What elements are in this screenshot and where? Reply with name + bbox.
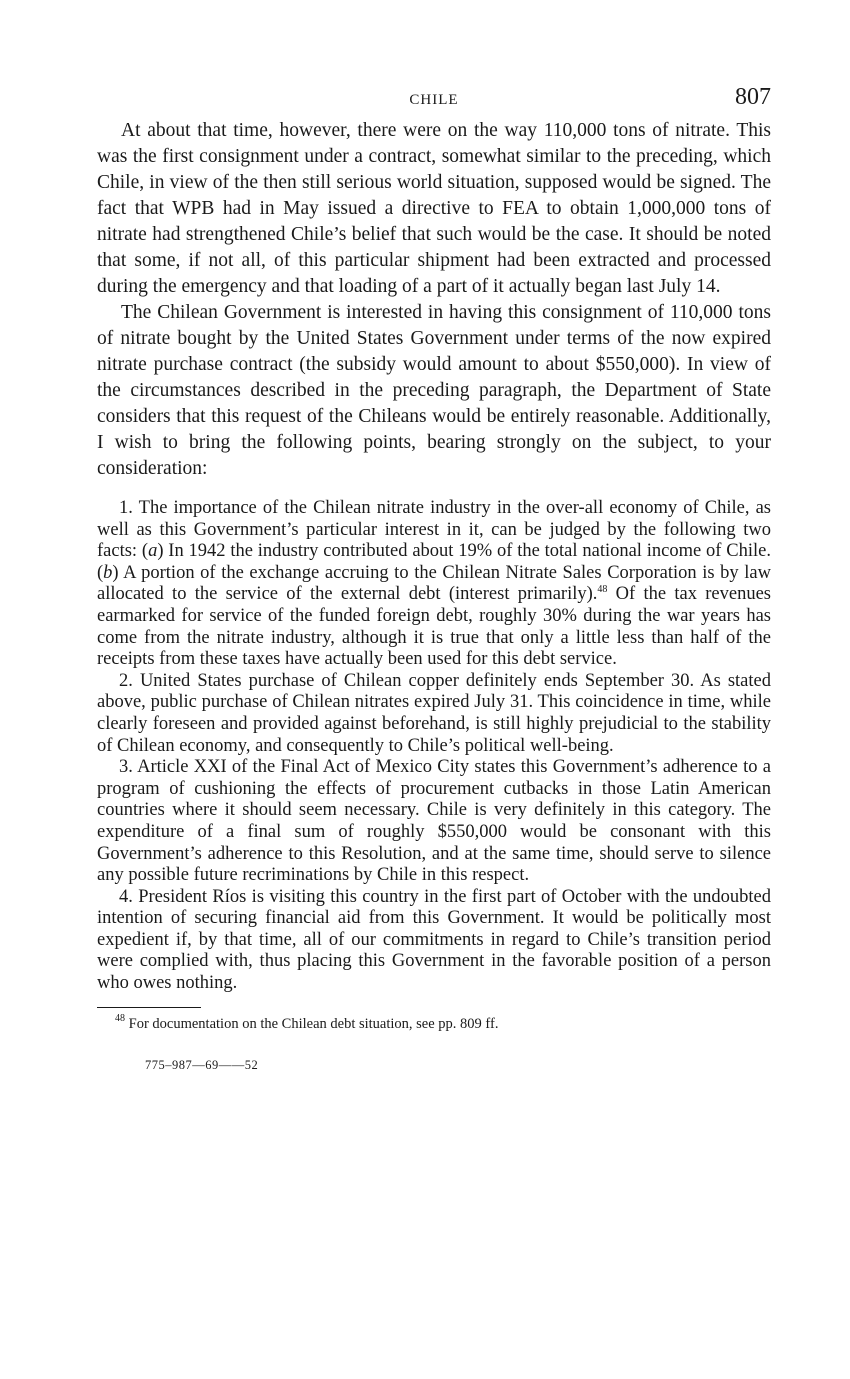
running-title: CHILE (409, 92, 459, 108)
paragraph-2: The Chilean Government is interested in having this consignment of 110,000 tons of nitrate bought by the United States Government under terms of the now expired nitrate purchase contract (the subsidy would amount to about $550,000). In view of the circumstances described in the preceding paragraph, the Department of State considers that this request of the Chileans would be entirely reasonable. Additionally, I wish to bring the following points, bearing strongly on the subject, to your consideration: (97, 302, 771, 479)
point-3: 3. Article XXI of the Final Act of Mexico City states this Government’s adherence to a program of cushioning the effects of procurement cutbacks in those Latin American countries where it should seem necessary. Chile is very definitely in this category. The expenditure of a final sum of roughly $550,000 would be consonant with this Government’s adherence to this Resolution, and at the same time, should serve to silence any possible future recriminations by Chile in this respect. (97, 757, 771, 886)
running-header (97, 84, 771, 118)
point-2: 2. United States purchase of Chilean copper definitely ends September 30. As stated above, public purchase of Chilean nitrates expired July 31. This coincidence in time, while clearly foreseen and provided against beforehand, is still highly prejudicial to the stability of Chilean economy, and consequently to Chile’s political well-being. (97, 670, 771, 756)
printer-code: 775–987—69——52 (145, 1057, 259, 1072)
document-page (97, 84, 771, 1073)
footnote-number: 48 (115, 1012, 125, 1024)
point-1-text-c: ) A portion of the exchange accruing to the Chilean Nitrate Sales Corporation is by law allocated to the service of the external debt (interest primarily). (97, 562, 771, 605)
point-1-text-a: 1. The importance of the Chilean nitrate industry in the over-all economy of Chile, as well as this Government’s particular interest in it, can be judged by the following two facts: ( (97, 498, 771, 562)
page-number: 807 (735, 84, 771, 110)
footnote-divider (97, 1007, 201, 1008)
point-1-item-b: b (103, 562, 113, 583)
point-1 (97, 498, 771, 671)
numbered-points (97, 498, 771, 995)
point-1-text-d: Of the tax revenues earmarked for service of the funded foreign debt, roughly 30% during the war years has come from the nitrate industry, although it is true that only a little less than half of the receipts from these taxes have actually been used for this debt service. (97, 584, 771, 670)
footnote-reference[interactable]: 48 (597, 584, 608, 596)
point-1-item-a: a (148, 541, 158, 562)
body-text (97, 118, 771, 482)
point-1-text-b: ) In 1942 the industry contributed about 19% of the total national income of Chile. ( (97, 541, 771, 583)
footnote (97, 1014, 771, 1034)
point-4: 4. President Ríos is visiting this country in the first part of October with the undoubted intention of securing financial aid from this Government. It would be politically most expedient if, by that time, all of our commitments in regard to Chile’s transition period were complied with, thus placing this Government in the favorable position of a person who owes nothing. (97, 886, 771, 994)
footnote-text: For documentation on the Chilean debt situation, see pp. 809 ff. (125, 1015, 499, 1032)
paragraph-1: At about that time, however, there were on the way 110,000 tons of nitrate. This was the first consignment under a contract, somewhat similar to the preceding, which Chile, in view of the then still serious world situation, supposed would be signed. The fact that WPB had in May issued a directive to FEA to obtain 1,000,000 tons of nitrate had strengthened Chile’s belief that such would be the case. It should be noted that some, if not all, of this particular shipment had been extracted and processed during the emergency and that loading of a part of it actually began last July 14. (97, 120, 771, 297)
